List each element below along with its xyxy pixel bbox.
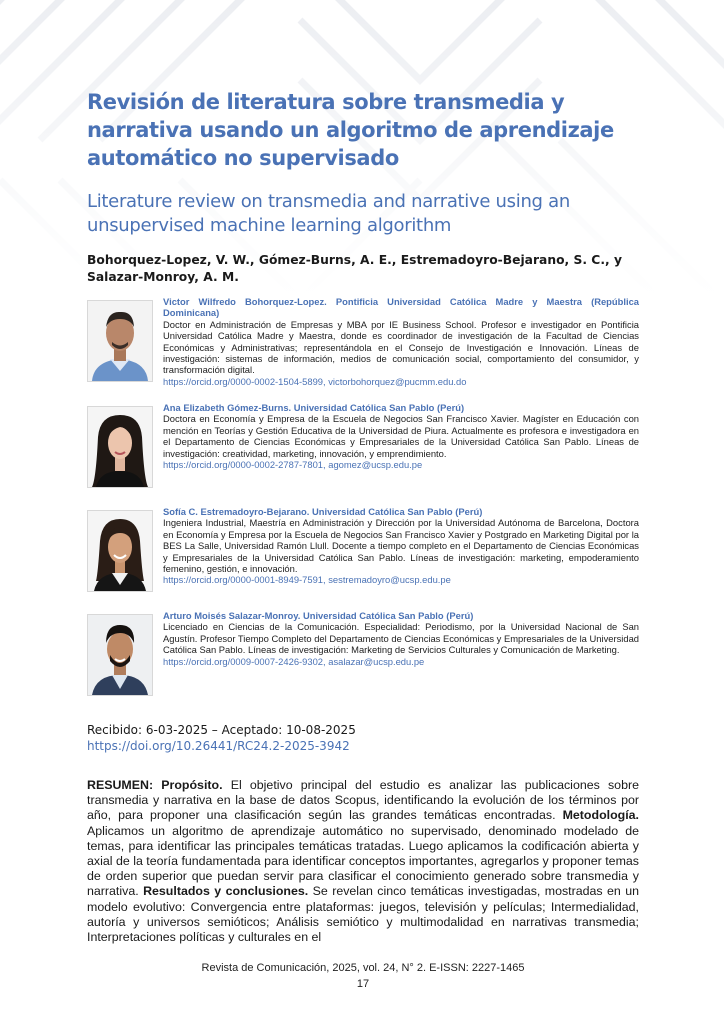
page-footer bbox=[87, 960, 639, 992]
author-photo bbox=[87, 300, 153, 382]
author-photo bbox=[87, 406, 153, 488]
author-photo bbox=[87, 510, 153, 592]
link-separator: , bbox=[323, 574, 329, 586]
email-link[interactable]: asalazar@ucsp.edu.pe bbox=[328, 655, 425, 667]
email-link[interactable]: agomez@ucsp.edu.pe bbox=[328, 459, 423, 471]
page-number: 17 bbox=[356, 978, 370, 990]
orcid-link[interactable]: https://orcid.org/0000-0002-2787-7801 bbox=[163, 459, 324, 471]
author-bio: Doctor en Administración de Empresas y MBA por IE Business School. Profesor e investigador en Pontificia Universidad Católica Madre y Maestra, donde es coordinador de investigación de la Facultad de Ciencias Económicas y Administrativas; representándola en el Consejo de Investigación e Innovación. Líneas de investigación: sistemas de información, medios de comunicación social, comportamiento del consumidor, y transformación digital. bbox=[163, 318, 639, 376]
link-separator: , bbox=[323, 459, 329, 471]
methodology-label: Metodología. bbox=[562, 808, 639, 823]
link-separator: , bbox=[323, 655, 329, 667]
author-heading: Sofía C. Estremadoyro-Bejarano. Universidad Católica San Pablo (Perú) bbox=[163, 506, 483, 517]
article-subtitle-english: Literature review on transmedia and narrative using an unsupervised machine learning algorithm bbox=[87, 191, 570, 236]
authors-line: Bohorquez-Lopez, V. W., Gómez-Burns, A. E., Estremadoyro-Bejarano, S. C., y Salazar-Monroy, A. M. bbox=[87, 253, 622, 284]
orcid-link[interactable]: https://orcid.org/0009-0007-2426-9302 bbox=[163, 655, 324, 667]
author-card bbox=[87, 296, 639, 386]
abstract bbox=[87, 778, 639, 945]
author-card bbox=[87, 402, 639, 492]
author-heading: Arturo Moisés Salazar-Monroy. Universidad Católica San Pablo (Perú) bbox=[163, 610, 474, 621]
article-title: Revisión de literatura sobre transmedia y narrativa usando un algoritmo de aprendizaje automático no supervisado bbox=[87, 90, 614, 170]
author-bio-block bbox=[163, 610, 639, 667]
link-separator: , bbox=[323, 375, 329, 387]
email-link[interactable]: victorbohorquez@pucmm.edu.do bbox=[328, 375, 467, 387]
results-label: Resultados y conclusiones. bbox=[143, 884, 309, 899]
email-link[interactable]: sestremadoyro@ucsp.edu.pe bbox=[328, 574, 451, 586]
results-text: Se revelan cinco temáticas investigadas, mostradas en un modelo evolutivo: Convergencia entre plataformas: juegos, televisión y películas; Intermedialidad, autoría y universos semióticos; Análisis semiótico y multimodalidad en narrativas transmedia; Interpretaciones políticas y culturales en el bbox=[87, 884, 639, 945]
author-bio-block bbox=[163, 506, 639, 586]
author-bio: Doctora en Economía y Empresa de la Escuela de Negocios San Francisco Xavier. Magíster en Educación con mención en Teorías y Gestión Educativa de la Universidad de Piura. Actualmente es profesora e investigadora en el Departamento de Ciencias Económicas y Empresariales de la Universidad Católica San Pablo. Líneas de investigación: creatividad, marketing, innovación, y emprendimiento. bbox=[163, 413, 639, 459]
purpose-text: El objetivo principal del estudio es analizar las publicaciones sobre transmedia y narrativa en la base de datos Scopus, identificando la evolución de los términos por año, para proponer una clasificación según las grandes temáticas encontradas. bbox=[87, 778, 639, 823]
author-bio: Ingeniera Industrial, Maestría en Administración y Dirección por la Universidad Autónoma de Barcelona, Doctora en Economía y Empresa por la Escuela de Negocios San Francisco Xavier y Postgrado en Marketing Digital por la BES La Salle, Universidad Ramón Llull. Docente a tiempo completo en el Departamento de Ciencias Económicas y Empresariales de la Universidad Católica San Pablo. Líneas de investigación: marketing, empoderamiento femenino, gestión, e innovación. bbox=[163, 517, 639, 575]
journal-citation: Revista de Comunicación, 2025, vol. 24, N° 2. E-ISSN: 2227-1465 bbox=[201, 962, 525, 974]
orcid-link[interactable]: https://orcid.org/0000-0001-8949-7591 bbox=[163, 574, 324, 586]
author-bio: Licenciado en Ciencias de la Comunicación. Especialidad: Periodismo, por la Universidad Nacional de San Agustín. Profesor Tiempo Completo del Departamento de Ciencias Económicas y Empresariales de la Universidad Católica San Pablo. Líneas de investigación: Marketing de Servicios Culturales y Comunicación de Marketing. bbox=[163, 621, 639, 656]
doi-link[interactable]: https://doi.org/10.26441/RC24.2-2025-3942 bbox=[87, 739, 350, 753]
methodology-text: Aplicamos un algoritmo de aprendizaje automático no supervisado, denominado modelado de temas, para identificar las principales temáticas tratadas. Luego aplicamos la codificación abierta y axial de la teoría fundamentada para identificar conceptos importantes, agregarlos y proponer temas de orden superior que puedan servir para clasificar el conocimiento generado sobre transmedia y narrativa. bbox=[87, 823, 639, 899]
orcid-link[interactable]: https://orcid.org/0000-0002-1504-5899 bbox=[163, 375, 324, 387]
author-heading: Ana Elizabeth Gómez-Burns. Universidad Católica San Pablo (Perú) bbox=[163, 402, 465, 413]
author-bio-block bbox=[163, 402, 639, 470]
author-bio-block bbox=[163, 296, 639, 387]
author-heading: Victor Wilfredo Bohorquez-Lopez. Pontificia Universidad Católica Madre y Maestra (República Dominicana) bbox=[163, 296, 639, 319]
author-card bbox=[87, 506, 639, 596]
purpose-label: Propósito. bbox=[161, 778, 223, 792]
received-accepted-dates: Recibido: 6-03-2025 – Aceptado: 10-08-2025 bbox=[87, 723, 356, 737]
abstract-label: RESUMEN: bbox=[87, 778, 154, 792]
submission-dates bbox=[87, 722, 639, 754]
author-photo bbox=[87, 614, 153, 696]
author-card bbox=[87, 610, 639, 700]
